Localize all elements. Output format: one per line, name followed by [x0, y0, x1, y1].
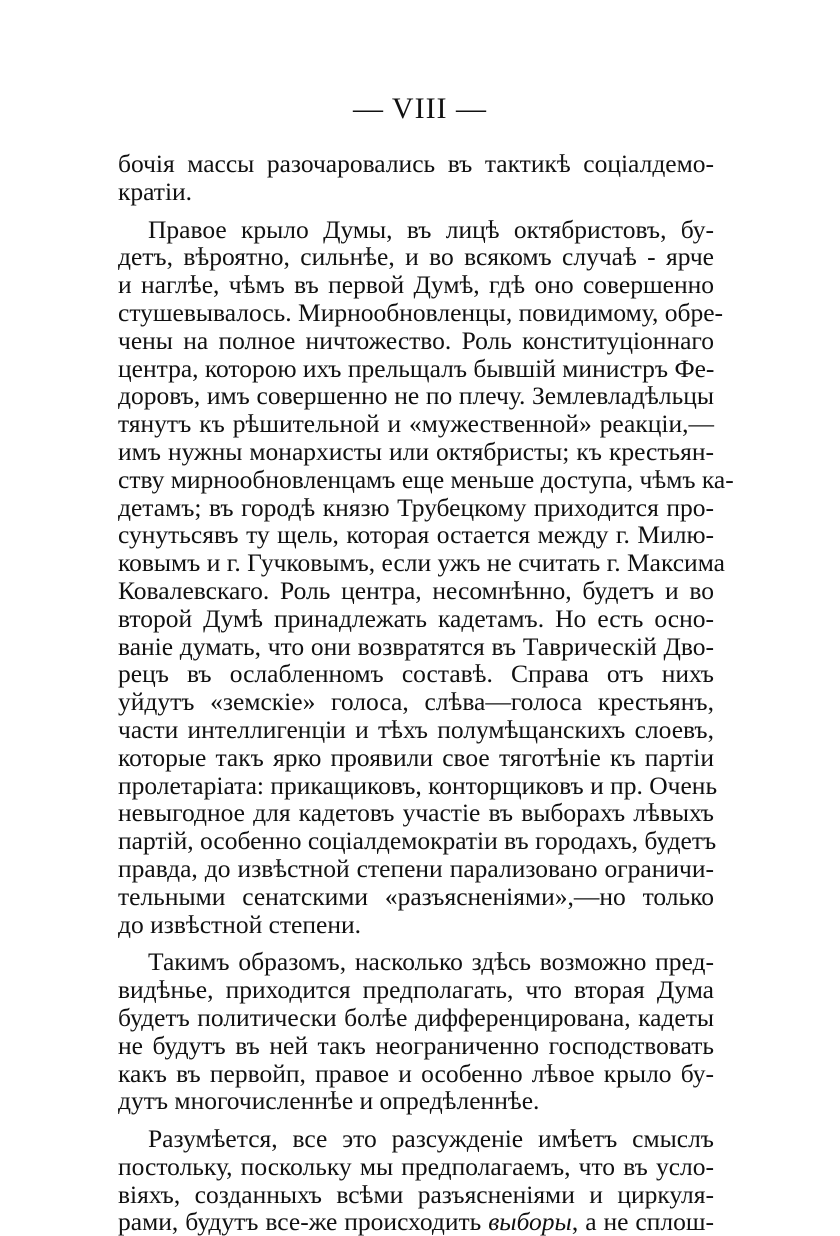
text-line: рецъ въ ослабленномъ составѣ. Справа отъ нихъ [118, 659, 714, 689]
text-line: будетъ политически болѣе дифференцирована, кадеты [118, 1002, 714, 1032]
text-line: доровъ, имъ совершенно не по плечу. Землевладѣльцы [118, 381, 714, 411]
text-line: сунутьсявъ ту щель, которая остается между г. Милю- [118, 520, 714, 550]
text-line: стушевывалось. Мирнообновленцы, повидимому, обре- [118, 297, 724, 327]
text-line: Правое крыло Думы, въ лицѣ октябристовъ, бу- [148, 214, 714, 244]
text-line: которые такъ ярко проявили свое тяготѣніе къ партіи [118, 742, 714, 772]
text-line: кратіи. [118, 176, 193, 206]
text-line: уйдутъ «земскіе» голоса, слѣва—голоса крестьянъ, [118, 687, 714, 717]
text-line: партій, особенно соціалдемократіи въ городахъ, будетъ [118, 826, 717, 856]
text-line: тянутъ къ рѣшительной и «мужественной» реакціи,— [118, 409, 714, 439]
text-line-final [118, 1208, 714, 1236]
text-line: ковымъ и г. Гучковымъ, если ужъ не считать г. Максима [118, 548, 725, 578]
text-line: бочія массы разочаровались въ тактикѣ соціалдемо- [118, 149, 714, 178]
text-line: правда, до извѣстной степени парализовано ограничи- [118, 853, 714, 883]
final-line-start: рами, будутъ все-же происходить [118, 1207, 489, 1236]
text-line: какъ въ первойп, правое и особенно лѣвое крыло бу- [118, 1058, 714, 1088]
final-line-end: , а не сплош- [571, 1207, 714, 1236]
text-line: центра, которою ихъ прельщалъ бывшій министръ Фе- [118, 353, 715, 383]
text-line: дутъ многочисленнѣе и опредѣленнѣе. [118, 1086, 540, 1116]
emphasized-word: выборы [488, 1207, 572, 1236]
text-line: видѣнье, приходится предполагать, что вторая Дума [118, 975, 714, 1005]
text-line: не будутъ въ ней такъ неограниченно господствовать [118, 1030, 714, 1060]
text-line: пролетаріата: прикащиковъ, конторщиковъ и пр. Очень [118, 770, 718, 800]
text-line: детъ, вѣроятно, сильнѣе, и во всякомъ случаѣ - ярче [118, 242, 714, 272]
text-line: части интеллигенціи и тѣхъ полумѣщанскихъ слоевъ, [118, 714, 714, 744]
text-line: детамъ; въ городѣ князю Трубецкому приходится про- [118, 492, 714, 522]
text-line: Разумѣется, все это разсужденіе имѣетъ смыслъ [148, 1124, 714, 1154]
text-line: до извѣстной степени. [118, 909, 361, 939]
body-text [118, 149, 734, 1236]
page-number: — VIII — [352, 92, 488, 125]
text-line: постольку, поскольку мы предполагаемъ, что въ усло- [118, 1151, 714, 1181]
text-line: и наглѣе, чѣмъ въ первой Думѣ, гдѣ оно совершенно [118, 270, 714, 300]
text-line: тельными сенатскими «разъясненіями»,—но только [118, 881, 714, 911]
text-line: чены на полное ничтожество. Роль конституціоннаго [118, 325, 714, 355]
text-line: Такимъ образомъ, насколько здѣсь возможно пред- [148, 947, 714, 977]
text-line: Ковалевскаго. Роль центра, несомнѣнно, будетъ и во [118, 575, 714, 605]
text-line: имъ нужны монархисты или октябристы; къ крестьян- [118, 436, 714, 466]
text-line: віяхъ, созданныхъ всѣми разъясненіями и циркуля- [118, 1179, 714, 1209]
text-line: невыгодное для кадетовъ участіе въ выборахъ лѣвыхъ [118, 798, 714, 828]
text-line: ваніе думать, что они возвратятся въ Таврическій Дво- [118, 631, 714, 661]
text-line: второй Думѣ принадлежать кадетамъ. Но есть осно- [118, 603, 714, 633]
text-line: ству мирнообновленцамъ еще меньше доступа, чѣмъ ка- [118, 464, 734, 494]
